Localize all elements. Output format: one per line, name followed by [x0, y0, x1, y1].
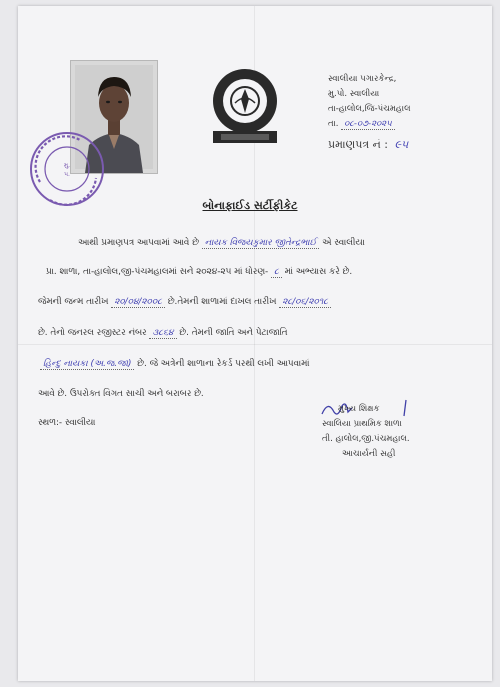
body-line-1: આથી પ્રમાણપત્ર આપવામાં આવે છે નાયક વિજયકુમાર જીતેન્દ્રભાઈ એ સ્વાલીયા	[78, 238, 365, 248]
date-line	[328, 117, 411, 132]
principal-stamp-block	[316, 402, 410, 462]
certificate-title: બોનાફાઈડ સર્ટીફીકેટ	[202, 199, 298, 212]
school-emblem-logo	[207, 65, 283, 149]
svg-text:મુ.: મુ.	[63, 162, 71, 169]
certificate-date: ૦૮-૦૭-૨૦૨૫	[341, 119, 395, 130]
school-name-line: સ્વાલીયા પગારકેન્દ્ર,	[328, 74, 397, 84]
school-address-block	[328, 72, 411, 152]
cert-no-label: પ્રમાણપત્ર નં :	[328, 138, 388, 151]
body-line-6: આવે છે. ઉપરોક્ત વિગત સાચી અને બરાબર છે.	[38, 389, 204, 399]
fold-line-horizontal	[18, 344, 492, 345]
body-line-4: છે. તેનો જનરલ રજીસ્ટર નંબર ૩૮૬૪ છે. તેમની જાતિ અને પેટાજાતિ	[38, 328, 288, 338]
date-of-birth: ૨૦/૦૪/૨૦૦૮	[111, 297, 165, 308]
school-location-stamp: તી. હાલોલ,જી.પંચમહાલ.	[322, 434, 410, 444]
school-name-stamp: સ્વાલિયા પ્રાથમિક શાળા	[322, 419, 402, 429]
admission-date: ૨૮/૦૬/૨૦૧૮	[279, 297, 331, 308]
standard: ૮	[271, 267, 282, 278]
body-line-2: પ્રા. શાળા, તા-હાલોલ,જી-પંચમહાલમાં સને ૨૦૨૪-૨૫ માં ધોરણ- ૮ માં અભ્યાસ કરે છે.	[46, 267, 353, 277]
school-post-line: મુ.પો. સ્વાલીયા	[328, 89, 380, 99]
body-line-3: જેમની જન્મ તારીખ ૨૦/૦૪/૨૦૦૮ છે.તેમની શાળામાં દાખલ તારીખ ૨૮/૦૬/૨૦૧૮	[38, 297, 331, 307]
school-round-stamp	[28, 130, 106, 208]
svg-text:૫.: ૫.	[64, 171, 70, 178]
place: સ્થળ:- સ્વાલીયા	[38, 418, 96, 428]
certificate-number-line	[328, 137, 411, 152]
date-label: તા.	[328, 119, 339, 129]
caste: હિન્દુ નાયકા (અ.જ.જા)	[40, 359, 134, 370]
student-name: નાયક વિજયકુમાર જીતેન્દ્રભાઈ	[202, 238, 320, 249]
body-line-5: હિન્દુ નાયકા (અ.જ.જા) છે. જે અત્રેની શાળાના રેકર્ડ પરથી લખી આપવામાં	[40, 359, 310, 369]
principal-signature-label: આચાર્યની સહી	[342, 449, 396, 459]
gr-number: ૩૮૬૪	[149, 328, 176, 339]
principal-title: મુખ્ય શિક્ષક	[338, 404, 380, 414]
certificate-number: ૯૫	[394, 138, 409, 151]
school-taluka-line: તા-હાલોલ,જિ-પંચમહાલ	[328, 104, 411, 114]
